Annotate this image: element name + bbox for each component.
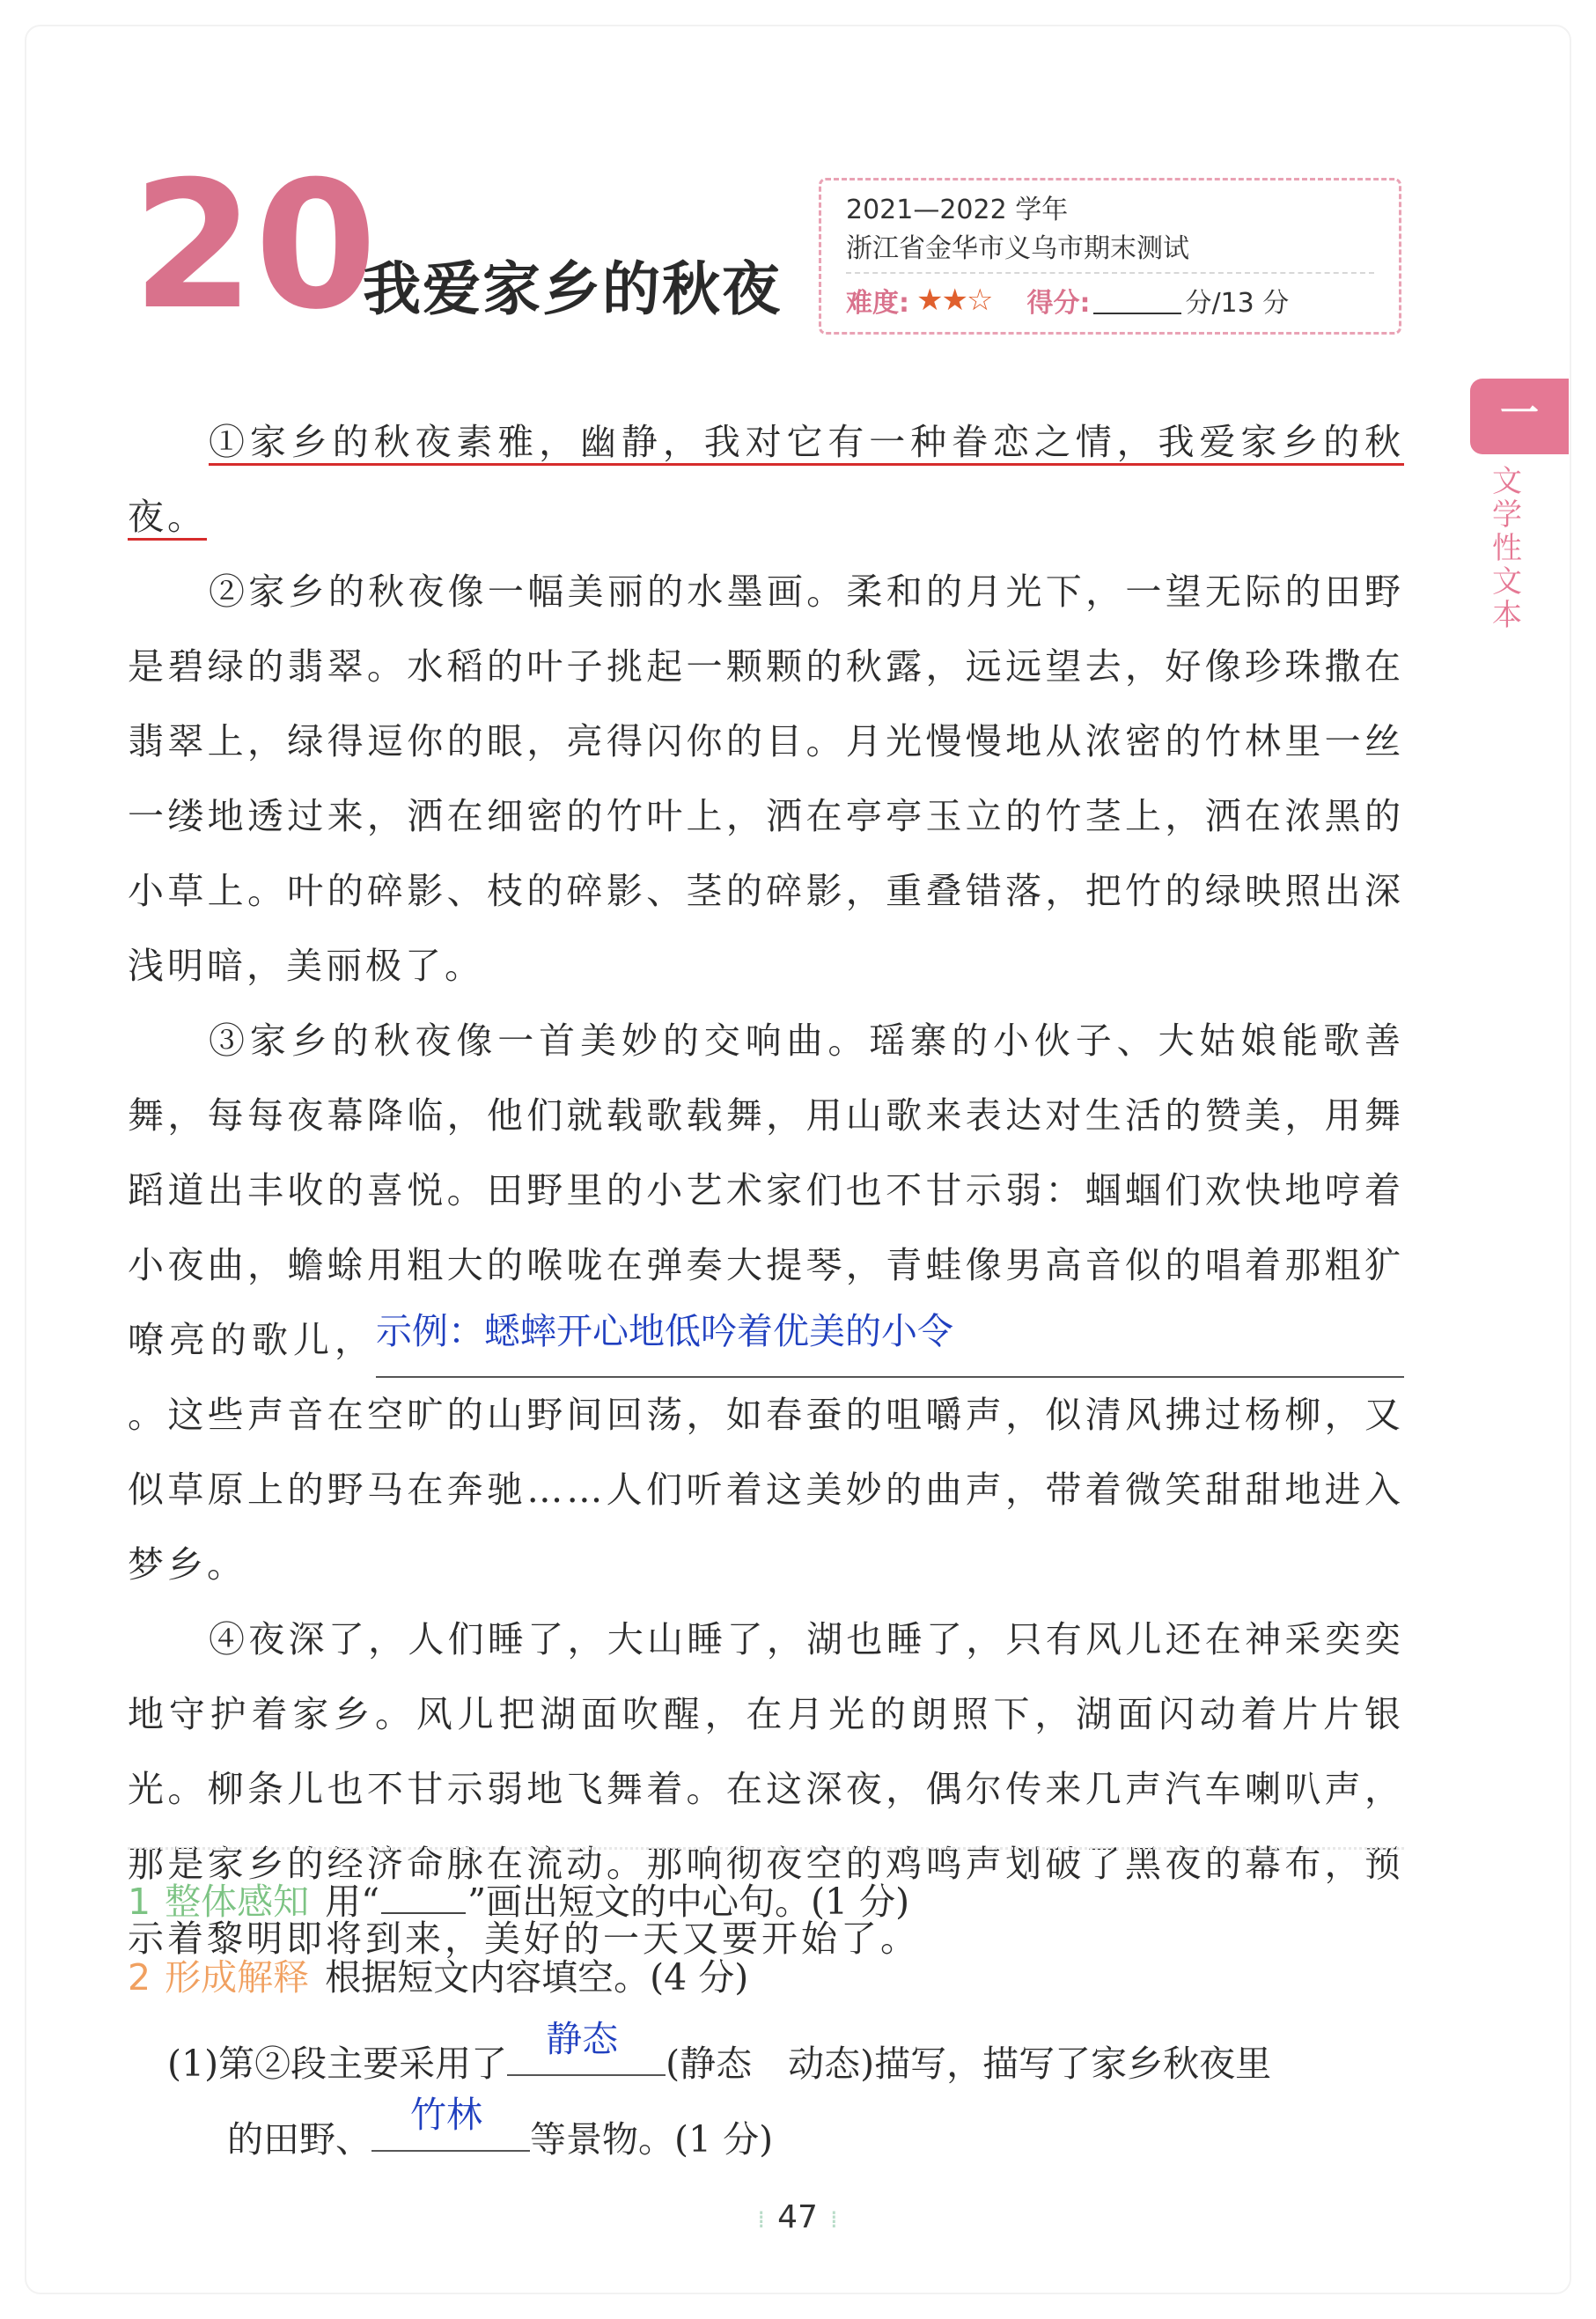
paragraph-1 (128, 405, 1404, 555)
star-filled-icon: ★ (941, 283, 967, 318)
paragraph-4: ④夜深了，人们睡了，大山睡了，湖也睡了，只有风儿还在神采奕奕地守护着家乡。风儿把湖面吹醒，在月光的朗照下，湖面闪动着片片银光。柳条儿也不甘示弱地飞舞着。在这深夜，偶尔传来几声汽车喇叭声，那是家乡的经济命脉在流动。那响彻夜空的鸡鸣声划破了黑夜的幕布，预示着黎明即将到来，美好的一天又要开始了。 (128, 1618, 1404, 1960)
paragraph-3-continued: 这些声音在空旷的山野间回荡，如春蚕的咀嚼声，似清风拂过杨柳，又似草原上的野马在奔驰……人们听着这美妙的曲声，带着微笑甜甜地进入梦乡。 (128, 1394, 1405, 1586)
lesson-number: 20 (132, 144, 378, 349)
question-tag: 形成解释 (165, 1956, 310, 1999)
passage (128, 405, 1404, 1977)
question-tag: 整体感知 (165, 1881, 310, 1923)
star-empty-icon: ☆ (966, 283, 992, 318)
lesson-title: 我爱家乡的秋夜 (363, 255, 782, 323)
question-text: ”画出短文的中心句。(1 分) (467, 1881, 910, 1923)
handwritten-answer: 竹林 (410, 2094, 482, 2136)
question-1 (128, 1875, 1404, 1928)
section-tab: 一 (1470, 379, 1569, 454)
page-deco-icon: ⁞ (757, 2205, 766, 2234)
section-separator (128, 1847, 1404, 1850)
page-number (710, 2199, 886, 2235)
info-divider (846, 272, 1374, 274)
handwritten-answer: 静态 (546, 2018, 619, 2060)
paragraph-3-text: ③家乡的秋夜像一首美妙的交响曲。瑶寨的小伙子、大姑娘能歌善舞，每每夜幕降临，他们就载歌载舞，用山歌来表达对生活的赞美，用舞蹈道出丰收的喜悦。田野里的小艺术家们也不甘示弱：蝈蝈们欢快地哼着小夜曲，蟾蜍用粗大的喉咙在弹奏大提琴，青蛙像男高音似的唱着那粗犷嘹亮的歌儿， (128, 1020, 1404, 1361)
center-sentence: ①家乡的秋夜素雅，幽静，我对它有一种眷恋之情，我爱家乡的秋夜。 (128, 421, 1404, 541)
paragraph-3-end: 。 (128, 1394, 168, 1436)
page-deco-icon: ⁞ (829, 2205, 838, 2234)
sub-question-1 (167, 2018, 1408, 2090)
paragraph-3 (128, 1004, 1404, 1602)
score-blank[interactable] (1093, 286, 1181, 314)
question-text: 根据短文内容填空。(4 分) (325, 1956, 749, 1999)
sub-question-text: 等景物。(1 分) (530, 2118, 774, 2161)
difficulty-stars (916, 283, 991, 318)
underline-symbol (381, 1877, 466, 1914)
page-number-text: 47 (777, 2199, 818, 2235)
question-2 (128, 1951, 1404, 2004)
answer-blank-sentence[interactable] (376, 1310, 1404, 1378)
sub-question-text: (1)第②段主要采用了 (167, 2043, 508, 2085)
difficulty-label: 难度: (846, 288, 909, 319)
star-filled-icon: ★ (916, 283, 942, 318)
question-number: 2 (128, 1956, 151, 1999)
handwritten-answer: 示例：蟋蟀开心地低吟着优美的小令 (376, 1310, 953, 1352)
test-source: 浙江省金华市义乌市期末测试 (846, 233, 1189, 264)
answer-blank[interactable] (507, 2018, 666, 2076)
question-number: 1 (128, 1881, 151, 1923)
test-year: 2021—2022 学年 (846, 195, 1069, 225)
section-label: 文学性文本 (1492, 464, 1522, 633)
sub-question-text: (静态 动态)描写，描写了家乡秋夜里 (666, 2043, 1272, 2085)
test-info-box (819, 178, 1401, 335)
paragraph-2: ②家乡的秋夜像一幅美丽的水墨画。柔和的月光下，一望无际的田野是碧绿的翡翠。水稻的叶子挑起一颗颗的秋露，远远望去，好像珍珠撒在翡翠上，绿得逗你的眼，亮得闪你的目。月光慢慢地从浓密的竹林里一丝一缕地透过来，洒在细密的竹叶上，洒在亭亭玉立的竹茎上，洒在浓黑的小草上。叶的碎影、枝的碎影、茎的碎影，重叠错落，把竹的绿映照出深浅明暗，美丽极了。 (128, 571, 1404, 987)
score-total: 分/13 分 (1185, 288, 1290, 319)
difficulty-score-row (846, 281, 1374, 320)
sub-question-text: 的田野、 (227, 2118, 371, 2161)
sub-question-1-continued (227, 2094, 1468, 2166)
score-label: 得分: (1026, 288, 1091, 319)
answer-blank[interactable] (371, 2094, 530, 2152)
question-text: 用“ (325, 1881, 380, 1923)
